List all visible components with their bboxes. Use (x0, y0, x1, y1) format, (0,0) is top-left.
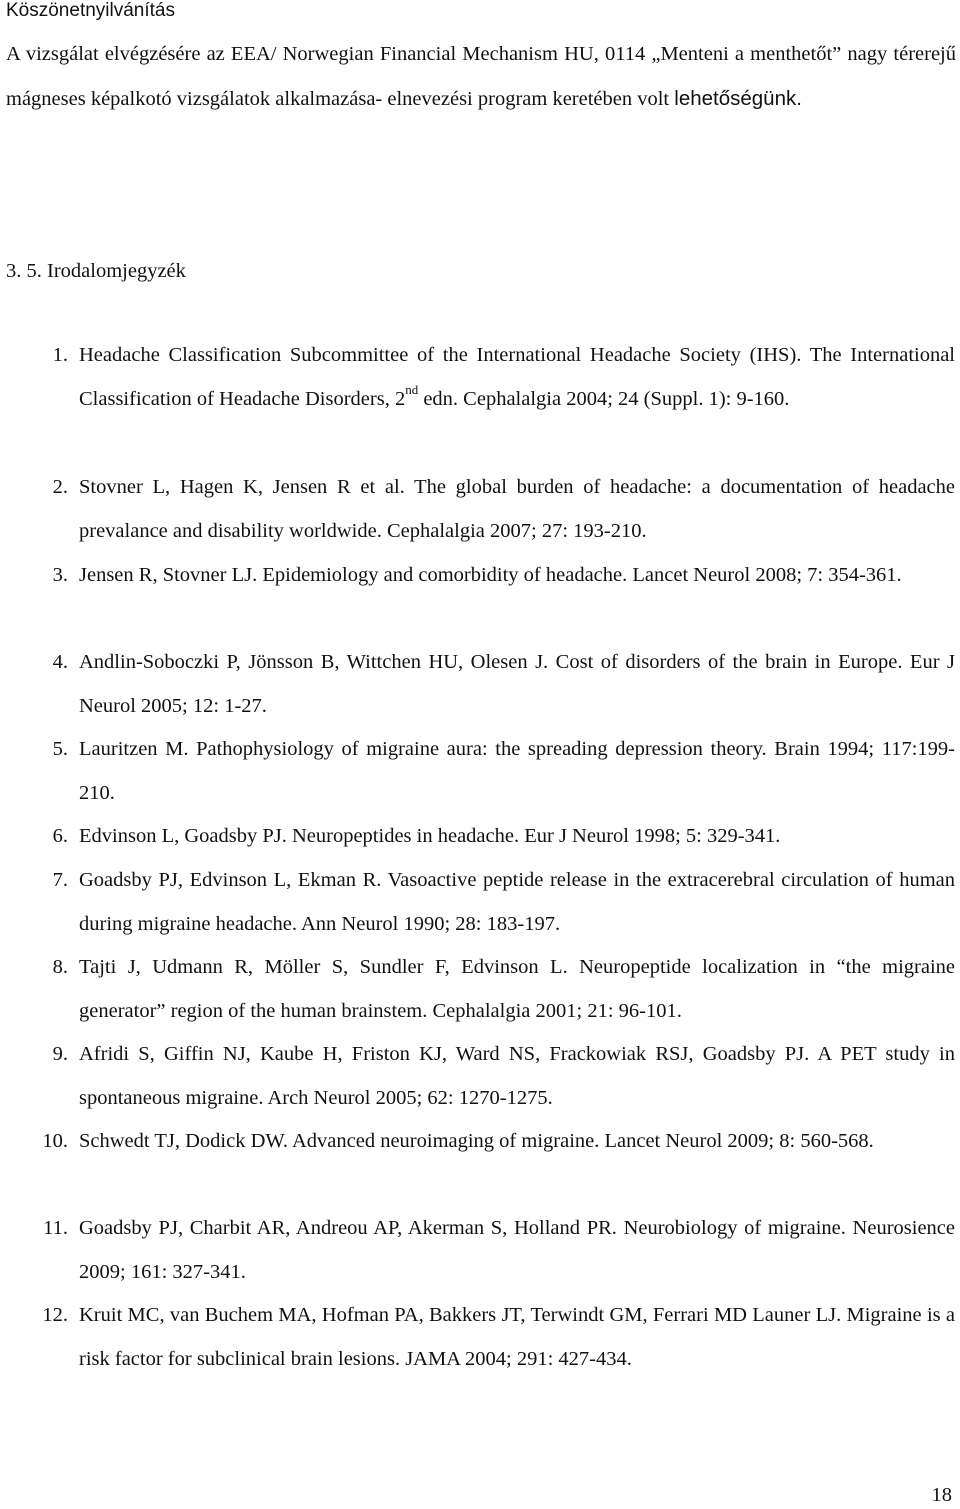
reference-number: 3. (52, 564, 68, 586)
reference-text: Goadsby PJ, Edvinson L, Ekman R. Vasoactive peptide release in the extracerebral circulation of human during migraine headache. Ann Neurol 1990; 28: 183-197. (79, 869, 955, 935)
reference-number: 5. (52, 738, 68, 760)
reference-text-part: edn. Cephalalgia 2004; 24 (Suppl. 1): 9-160. (418, 387, 790, 410)
reference-text: Kruit MC, van Buchem MA, Hofman PA, Bakkers JT, Terwindt GM, Ferrari MD Launer LJ. Migraine is a risk factor for subclinical brain lesions. JAMA 2004; 291: 427-434. (79, 1304, 955, 1370)
reference-text: Stovner L, Hagen K, Jensen R et al. The global burden of headache: a documentation of headache prevalance and disability worldwide. Cephalalgia 2007; 27: 193-210. (79, 476, 955, 542)
references-heading: 3. 5. Irodalomjegyzék (6, 260, 186, 282)
reference-number: 7. (52, 869, 68, 891)
reference-number: 1. (52, 344, 68, 366)
acknowledgement-text-tail: lehetőségünk. (674, 86, 802, 110)
reference-text: Edvinson L, Goadsby PJ. Neuropeptides in headache. Eur J Neurol 1998; 5: 329-341. (79, 825, 781, 847)
reference-text (79, 334, 955, 421)
reference-text: Andlin-Soboczki P, Jönsson B, Wittchen HU, Olesen J. Cost of disorders of the brain in Europe. Eur J Neurol 2005; 12: 1-27. (79, 651, 955, 717)
reference-text: Schwedt TJ, Dodick DW. Advanced neuroimaging of migraine. Lancet Neurol 2009; 8: 560-568. (79, 1130, 874, 1152)
acknowledgement-heading: Köszönetnyilvánítás (6, 0, 175, 21)
reference-text: Jensen R, Stovner LJ. Epidemiology and comorbidity of headache. Lancet Neurol 2008; 7: 354-361. (79, 564, 902, 586)
reference-text: Lauritzen M. Pathophysiology of migraine aura: the spreading depression theory. Brain 1994; 117:199-210. (79, 738, 955, 804)
reference-number: 8. (52, 956, 68, 978)
reference-number: 4. (52, 651, 68, 673)
reference-text: Afridi S, Giffin NJ, Kaube H, Friston KJ, Ward NS, Frackowiak RSJ, Goadsby PJ. A PET study in spontaneous migraine. Arch Neurol 2005; 62: 1270-1275. (79, 1043, 955, 1109)
reference-number: 9. (52, 1043, 68, 1065)
reference-number: 2. (52, 476, 68, 498)
reference-number: 10. (42, 1130, 68, 1152)
reference-text-part: Headache Classification Subcommittee of the International Headache Society (IHS). The International Classification of Headache Disorders, 2 (79, 344, 955, 410)
page-number: 18 (931, 1484, 952, 1506)
acknowledgement-text: A vizsgálat elvégzésére az EEA/ Norwegian Financial Mechanism HU, 0114 „Menteni a menthetőt” nagy térerejű mágneses képalkotó vizsgálatok alkalmazása- elnevezési program keretében volt (6, 43, 956, 110)
reference-number: 12. (42, 1304, 68, 1326)
reference-superscript: nd (405, 381, 419, 397)
reference-text: Tajti J, Udmann R, Möller S, Sundler F, Edvinson L. Neuropeptide localization in “the migraine generator” region of the human brainstem. Cephalalgia 2001; 21: 96-101. (79, 956, 955, 1022)
reference-number: 6. (52, 825, 68, 847)
reference-number: 11. (43, 1217, 68, 1239)
acknowledgement-paragraph (6, 33, 956, 121)
reference-text: Goadsby PJ, Charbit AR, Andreou AP, Akerman S, Holland PR. Neurobiology of migraine. Neurosience 2009; 161: 327-341. (79, 1217, 955, 1283)
